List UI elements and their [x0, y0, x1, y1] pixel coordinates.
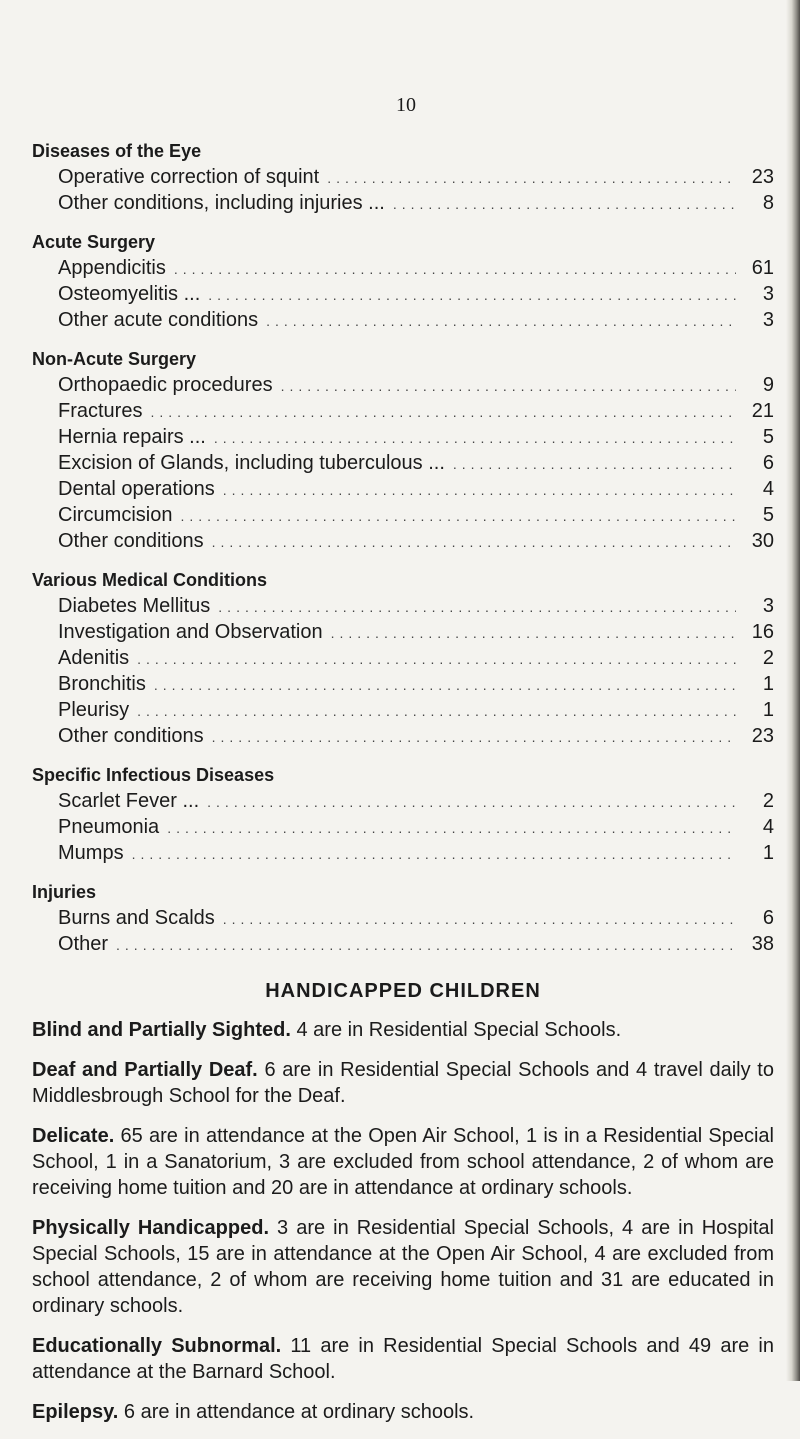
row-value: 4 [762, 478, 774, 500]
dot-leader [150, 400, 736, 425]
table-row [32, 477, 774, 503]
row-value: 5 [762, 504, 774, 526]
row-value: 30 [751, 530, 774, 552]
row-value: 23 [751, 725, 774, 747]
dot-leader [223, 907, 736, 932]
row-label: Burns and Scalds [58, 907, 215, 929]
dot-leader [214, 426, 736, 451]
table-row [32, 399, 774, 425]
row-label: Bronchitis [58, 673, 146, 695]
section [32, 138, 774, 217]
dot-leader [281, 374, 736, 399]
row-value: 3 [762, 283, 774, 305]
dot-leader [180, 504, 736, 529]
table-row [32, 308, 774, 334]
row-label: Fractures [58, 400, 143, 422]
table-row [32, 906, 774, 932]
category-paragraph [32, 1399, 774, 1425]
row-value: 8 [762, 192, 774, 214]
row-label: Diabetes Mellitus [58, 595, 211, 617]
row-label: Operative correction of squint [58, 166, 320, 188]
category-paragraph [32, 1215, 774, 1319]
handicapped-paragraphs [32, 1017, 774, 1425]
section-title: Various Medical Conditions [32, 570, 268, 590]
page-edge-shadow [786, 0, 800, 1381]
dot-leader [331, 621, 736, 646]
table-row [32, 841, 774, 867]
row-value: 61 [751, 257, 774, 279]
statistics-sections [32, 138, 774, 958]
row-value: 1 [762, 673, 774, 695]
table-row [32, 672, 774, 698]
dot-leader [212, 530, 736, 555]
row-label: Orthopaedic procedures [58, 374, 273, 396]
row-label: Other conditions, including injuries ... [58, 192, 385, 214]
category-text: 6 are in Residential Special Schools and 4 travel daily to Middlesbrough School for the Deaf. [32, 1059, 774, 1107]
category-text: 6 are in attendance at ordinary schools. [123, 1401, 475, 1423]
row-label: Dental operations [58, 478, 215, 500]
dot-leader [223, 478, 736, 503]
table-row [32, 698, 774, 724]
row-value: 16 [751, 621, 774, 643]
section [32, 346, 774, 555]
row-value: 5 [762, 426, 774, 448]
table-row [32, 425, 774, 451]
dot-leader [116, 933, 736, 958]
dot-leader [208, 283, 736, 308]
row-label: Excision of Glands, including tuberculous ... [58, 452, 445, 474]
dot-leader [207, 790, 736, 815]
row-label: Other conditions [58, 725, 204, 747]
section-title: Non-Acute Surgery [32, 349, 197, 369]
category-name: Physically Handicapped. [32, 1217, 270, 1239]
dot-leader [393, 192, 736, 217]
row-value: 2 [762, 790, 774, 812]
dot-leader [137, 647, 736, 672]
row-label: Other conditions [58, 530, 204, 552]
table-row [32, 932, 774, 958]
page-content [32, 138, 774, 1439]
handicapped-heading: HANDICAPPED CHILDREN [265, 980, 541, 1002]
table-row [32, 724, 774, 750]
table-row [32, 451, 774, 477]
dot-leader [167, 816, 736, 841]
category-text: 3 are in Residential Special Schools, 4 are in Hospital Special Schools, 15 are in attendance at the Open Air School, 4 are excluded from school attendance, 2 of whom are receiving home tuition and 31 are educated in ordinary schools. [32, 1217, 774, 1317]
row-value: 2 [762, 647, 774, 669]
table-row [32, 646, 774, 672]
dot-leader [453, 452, 736, 477]
dot-leader [154, 673, 736, 698]
row-value: 38 [751, 933, 774, 955]
category-paragraph [32, 1017, 774, 1043]
category-text: 11 are in Residential Special Schools and 49 are in attendance at the Barnard School. [32, 1335, 774, 1383]
category-paragraph [32, 1057, 774, 1109]
table-row [32, 373, 774, 399]
row-label: Appendicitis [58, 257, 166, 279]
row-value: 1 [762, 699, 774, 721]
row-value: 9 [762, 374, 774, 396]
row-label: Pleurisy [58, 699, 130, 721]
dot-leader [137, 699, 736, 724]
category-name: Blind and Partially Sighted. [32, 1019, 291, 1041]
section-title: Acute Surgery [32, 232, 156, 252]
row-value: 6 [762, 452, 774, 474]
row-value: 23 [751, 166, 774, 188]
category-paragraph [32, 1123, 774, 1201]
section [32, 567, 774, 750]
row-label: Hernia repairs ... [58, 426, 206, 448]
category-name: Educationally Subnormal. [32, 1335, 282, 1357]
row-value: 1 [762, 842, 774, 864]
table-row [32, 620, 774, 646]
category-text: 65 are in attendance at the Open Air School, 1 is in a Residential Special School, 1 in a Sanatorium, 3 are excluded from school attendance, 2 of whom are receiving home tuition and 20 are in attendance at ordinary schools. [32, 1125, 774, 1199]
dot-leader [266, 309, 736, 334]
category-text: 4 are in Residential Special Schools. [296, 1019, 622, 1041]
table-row [32, 503, 774, 529]
category-name: Deaf and Partially Deaf. [32, 1059, 258, 1081]
dot-leader [174, 257, 736, 282]
row-value: 3 [762, 595, 774, 617]
row-value: 4 [762, 816, 774, 838]
table-row [32, 165, 774, 191]
dot-leader [218, 595, 736, 620]
category-name: Epilepsy. [32, 1401, 119, 1423]
table-row [32, 529, 774, 555]
row-label: Investigation and Observation [58, 621, 323, 643]
section [32, 879, 774, 958]
table-row [32, 256, 774, 282]
dot-leader [327, 166, 736, 191]
section [32, 762, 774, 867]
dot-leader [132, 842, 736, 867]
row-value: 21 [751, 400, 774, 422]
table-row [32, 191, 774, 217]
dot-leader [212, 725, 736, 750]
table-row [32, 789, 774, 815]
row-label: Mumps [58, 842, 124, 864]
row-value: 6 [762, 907, 774, 929]
section [32, 229, 774, 334]
row-label: Pneumonia [58, 816, 160, 838]
section-title: Specific Infectious Diseases [32, 765, 275, 785]
table-row [32, 815, 774, 841]
page-number: 10 [396, 94, 416, 116]
row-label: Scarlet Fever ... [58, 790, 200, 812]
section-title: Injuries [32, 882, 97, 902]
row-label: Other [58, 933, 109, 955]
section-title: Diseases of the Eye [32, 141, 202, 161]
row-label: Circumcision [58, 504, 173, 526]
category-paragraph [32, 1333, 774, 1385]
table-row [32, 594, 774, 620]
table-row [32, 282, 774, 308]
category-name: Delicate. [32, 1125, 115, 1147]
row-label: Other acute conditions [58, 309, 259, 331]
row-label: Osteomyelitis ... [58, 283, 201, 305]
row-value: 3 [762, 309, 774, 331]
row-label: Adenitis [58, 647, 130, 669]
